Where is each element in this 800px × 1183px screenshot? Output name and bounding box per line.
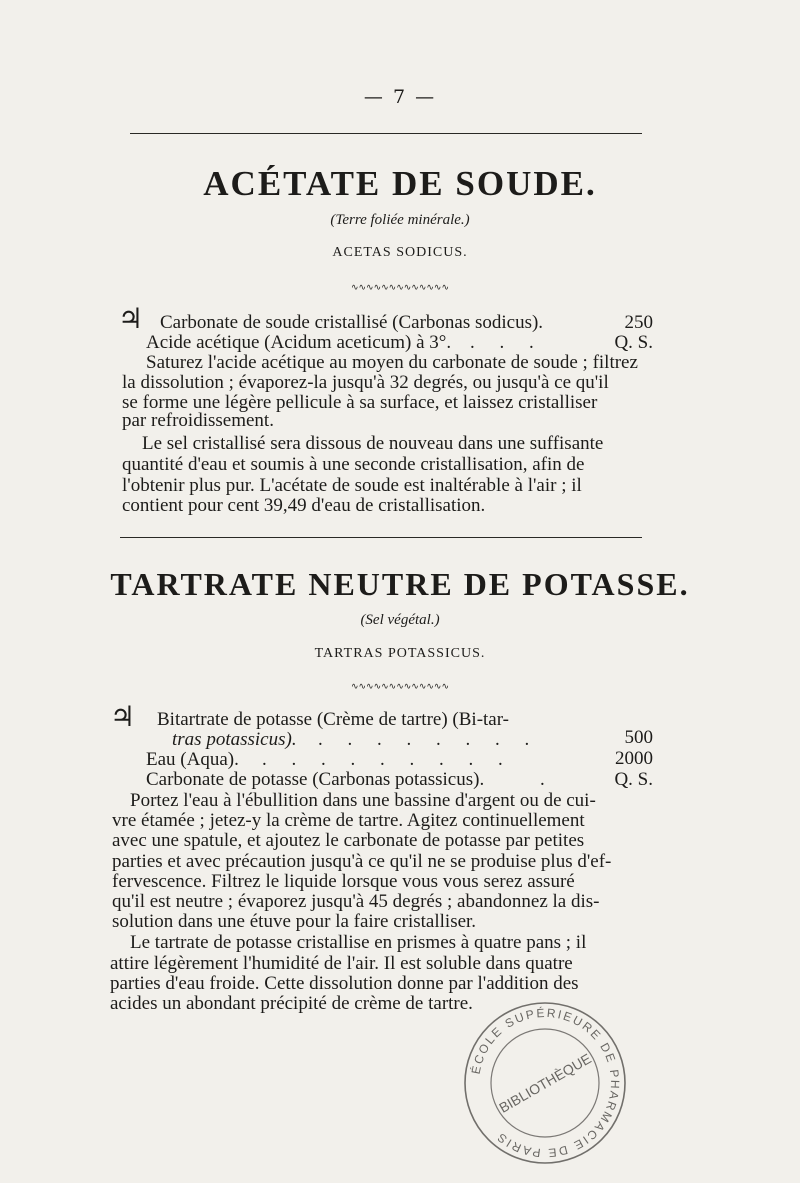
paragraph-line: Portez l'eau à l'ébullition dans une bassine d'argent ou de cui- (130, 790, 596, 811)
paragraph-line: Le tartrate de potasse cristallise en prismes à quatre pans ; il (130, 932, 587, 953)
paragraph-line: Saturez l'acide acétique au moyen du carbonate de soude ; filtrez (146, 352, 638, 373)
paragraph-line: fervescence. Filtrez le liquide lorsque vous vous serez assuré (112, 871, 575, 892)
ingredient-quantity: 2000 (615, 748, 653, 769)
top-rule (130, 133, 642, 134)
paragraph-line: solution dans une étuve pour la faire cristalliser. (112, 911, 477, 932)
rx-symbol-icon: ♃ (118, 302, 144, 335)
ingredient-quantity: 500 (624, 727, 653, 748)
section2-title: TARTRATE NEUTRE DE POTASSE. (110, 566, 690, 602)
stamp-inner-text: BIBLIOTHÈQUE (496, 1050, 594, 1116)
paragraph-line: avec une spatule, et ajoutez le carbonate de potasse par petites (112, 830, 585, 851)
leader-dots: . . . (470, 332, 544, 353)
leader-dots: . (540, 769, 555, 790)
section2-subtitle: (Sel végétal.) (360, 612, 440, 628)
section1-title: ACÉTATE DE SOUDE. (203, 164, 597, 203)
ingredient-quantity: 250 (624, 312, 653, 333)
section1-ornament: ∿∿∿∿∿∿∿∿∿∿∿∿∿ (350, 283, 450, 293)
library-stamp (462, 1000, 628, 1166)
ingredient-name: Eau (Aqua). (146, 749, 239, 770)
ingredient-name: Carbonate de soude cristallisé (Carbonas sodicus). (160, 312, 544, 333)
ingredient-quantity: Q. S. (614, 332, 653, 353)
leader-dots: . . . . . . . . . (262, 749, 513, 770)
paragraph-line: l'obtenir plus pur. L'acétate de soude est inaltérable à l'air ; il (122, 475, 582, 496)
page-number: — 7 — (363, 86, 437, 108)
ingredient-quantity: Q. S. (614, 769, 653, 790)
rx-symbol-icon: ♃ (110, 700, 136, 733)
paragraph-line: contient pour cent 39,49 d'eau de cristallisation. (122, 495, 486, 516)
paragraph-line: acides un abondant précipité de crème de tartre. (110, 993, 473, 1014)
ingredient-name: tras potassicus). (172, 729, 297, 750)
stamp-outer-text: ÉCOLE SUPÉRIEURE DE PHARMACIE DE PARIS (468, 1005, 623, 1161)
paragraph-line: attire légèrement l'humidité de l'air. Il est soluble dans quatre (110, 953, 573, 974)
paragraph-line: qu'il est neutre ; évaporez jusqu'à 45 degrés ; abandonnez la dis- (112, 891, 600, 912)
paragraph-line: la dissolution ; évaporez-la jusqu'à 32 degrés, ou jusqu'à ce qu'il (122, 372, 609, 393)
section1-subtitle: (Terre foliée minérale.) (330, 212, 470, 228)
section1-latin-name: ACETAS SODICUS. (332, 245, 468, 260)
paragraph-line: se forme une légère pellicule à sa surface, et laissez cristalliser (122, 392, 598, 413)
ingredient-name: Acide acétique (Acidum aceticum) à 3°. (146, 332, 452, 353)
paragraph-line: quantité d'eau et soumis à une seconde cristallisation, afin de (122, 454, 585, 475)
section2-latin-name: TARTRAS POTASSICUS. (314, 646, 486, 661)
section-divider (120, 537, 642, 538)
section2-ornament: ∿∿∿∿∿∿∿∿∿∿∿∿∿ (350, 682, 450, 692)
paragraph-line: parties d'eau froide. Cette dissolution donne par l'addition des (110, 973, 579, 994)
paragraph-line: vre étamée ; jetez-y la crème de tartre. Agitez continuellement (112, 810, 585, 831)
paragraph-line: Le sel cristallisé sera dissous de nouveau dans une suffisante (142, 433, 604, 454)
ingredient-name: Bitartrate de potasse (Crème de tartre) (Bi-tar- (157, 709, 510, 730)
paragraph-line: par refroidissement. (122, 410, 274, 431)
leader-dots: . . . . . . . . (318, 729, 540, 750)
ingredient-name: Carbonate de potasse (Carbonas potassicus). (146, 769, 485, 790)
paragraph-line: parties et avec précaution jusqu'à ce qu'il ne se produise plus d'ef- (112, 851, 612, 872)
